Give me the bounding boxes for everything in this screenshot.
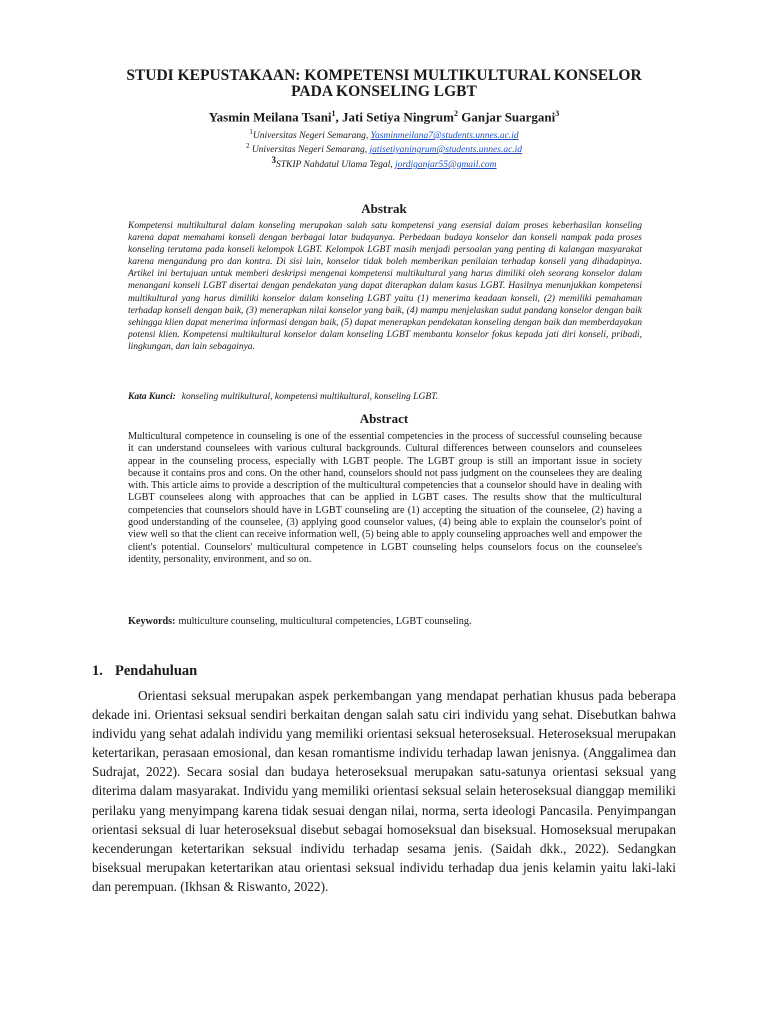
author-list: Yasmin Meilana Tsani$^1$, Jati Setiya Ningrum$^2$ Ganjar Suargani$^3$ <box>208 109 560 125</box>
section-paragraph: Orientasi seksual merupakan aspek perkembangan yang mendapat perhatian khusus pada beberapa dekade ini. Orientasi seksual sendiri berkaitan dengan salah satu ciri individu yang sehat. Disebutkan bahwa individu yang sehat adalah individu yang memiliki orientasi seksual heteroseksual. Heteroseksual merupakan ketertarikan, perasaan emosional, dan kesan romantisme individu terhadap lawan jenisnya. (Anggalimea dan Sudrajat, 2022). Secara sosial dan budaya heteroseksual merupakan satu-satunya orientasi seksual yang diterima dalam masyarakat. Individu yang memiliki orientasi seksual selain heteroseksual dianggap memiliki perilaku yang menyimpang karena tidak sesuai dengan nilai, norma, serta ideologi Pancasila. Penyimpangan orientasi seksual di luar heteroseksual disebut sebagai homoseksual dan biseksual. Homoseksual merupakan kecenderungan ketertarikan seksual individu terhadap sesama jenis. (Saidah dkk., 2022). Sedangkan biseksual merupakan ketertarikan atau orientasi seksual individu terhadap dua jenis kelamin yaitu laki-laki dan perempuan. (Ikhsan & Riswanto, 2022). <box>92 688 676 894</box>
affiliation-1-email-link[interactable]: Yasminmeilana7@students.unnes.ac.id <box>370 131 519 142</box>
author-3-sup: 3 <box>555 109 560 118</box>
affiliation-2-sup: 2 <box>245 142 250 150</box>
abstract-heading: Abstract <box>359 411 409 426</box>
affiliation-3-text: STKIP Nahdatul Ulama Tegal, <box>275 160 395 171</box>
paper-title <box>60 68 708 100</box>
author-2-name: Jati Setiya Ningrum <box>342 109 454 125</box>
affiliation-1-sup: 1 <box>249 128 253 136</box>
kata-kunci <box>128 391 642 403</box>
author-3-name: Ganjar Suargani <box>461 109 556 125</box>
affiliation-3-sup: 3 <box>271 155 276 165</box>
paper-title-line-2: PADA KONSELING LGBT <box>291 83 477 100</box>
affiliation-3 <box>60 154 708 171</box>
keywords-text: multiculture counseling, multicultural competencies, LGBT counseling. <box>178 616 472 627</box>
kata-kunci-label: Kata Kunci: <box>128 392 176 402</box>
paper-title-line-1: STUDI KEPUSTAKAAN: KOMPETENSI MULTIKULTURAL KONSELOR <box>126 67 642 84</box>
affiliation-2-email-link[interactable]: jatisetiyaningrum@students.unnes.ac.id <box>369 145 523 156</box>
affiliation-3-email-link[interactable]: jordiganjar55@gmail.com <box>395 160 497 171</box>
kata-kunci-text: konseling multikultural, kompetensi multikultural, konseling LGBT. <box>181 392 439 402</box>
affiliation-2-text: Universitas Negeri Semarang, <box>251 145 370 156</box>
keywords-label: Keywords: <box>128 616 176 627</box>
section-title: Pendahuluan <box>115 663 198 679</box>
abstrak-heading: Abstrak <box>361 201 407 216</box>
abstract-body: Multicultural competence in counseling is one of the essential competencies in the process of successful counseling because it can understand counselees with various cultural backgrounds. Cultural differences between counselors and counselees appear in the counseling process, especially with LGBT people. The LGBT group is still an important issue in society because it contains pros and cons. On the other hand, counselors should not pass judgment on the counselees they are dealing with. This article aims to provide a description of the multicultural competencies that a counselor should have in dealing with LGBT counselees along with approaches that can be applied in LGBT cases. The results show that the multicultural competencies that counselors should have in LGBT counseling are (1) accepting the situation of the counselee, (2) having a good understanding of the counselee, (3) applying good counselor values, (4) being able to explain the counselor's point of view well so that the client can receive information well, (5) being able to apply counseling approaches well and empower the client's potential. Counselors' multicultural competence in LGBT counseling helps counselors focus on the counselee's identity, personality, environment, and so on. <box>128 431 643 565</box>
section-heading <box>92 663 197 680</box>
abstrak-body: Kompetensi multikultural dalam konseling merupakan salah satu kompetensi yang esensial dalam proses keberhasilan konseling karena dapat memahami konseli dengan berbagai latar budayanya. Perbedaan budaya konselor dan konseli nampak pada proses konseling terutama pada konseli kelompok LGBT. Kelompok LGBT masih menjadi persoalan yang penting di kalangan masyarakat karena mengandung pro dan kontra. Di sisi lain, konselor tidak boleh memberikan penilaian terhadap konseli yang dihadapinya. Artikel ini bertujuan untuk memberi deskripsi mengenai kompetensi multikultural yang harus dimiliki oleh seorang konselor dalam menangani konseli LGBT disertai dengan pendekatan yang dapat diterapkan dalam kasus LGBT. Hasilnya menunjukkan kompetensi multikultural yang harus dimiliki konselor dalam konseling LGBT yaitu (1) menerima keadaan konseli, (2) memiliki pemahaman terhadap konseli dengan baik, (3) menerapkan nilai konselor yang baik, (4) mampu menjelaskan sudut pandang konselor dengan baik sehingga klien dapat menerima informasi dengan baik, (5) dapat menerapkan pendekatan konseling dengan baik dan memberdayakan potensi klien. Kompetensi multikultural konselor dalam konseling LGBT membantu konselor fokus kepada jati diri konseli, pribadi, lingkungan, dan lain sebagainya. <box>128 221 642 352</box>
author-1-name: Yasmin Meilana Tsani <box>208 109 332 125</box>
author-2-sup: 2 <box>454 109 458 118</box>
affiliation-1-text: Universitas Negeri Semarang, <box>252 131 371 142</box>
section-number: 1. <box>92 663 103 679</box>
author-1-sup: 1 <box>331 109 336 118</box>
keywords <box>128 616 642 628</box>
